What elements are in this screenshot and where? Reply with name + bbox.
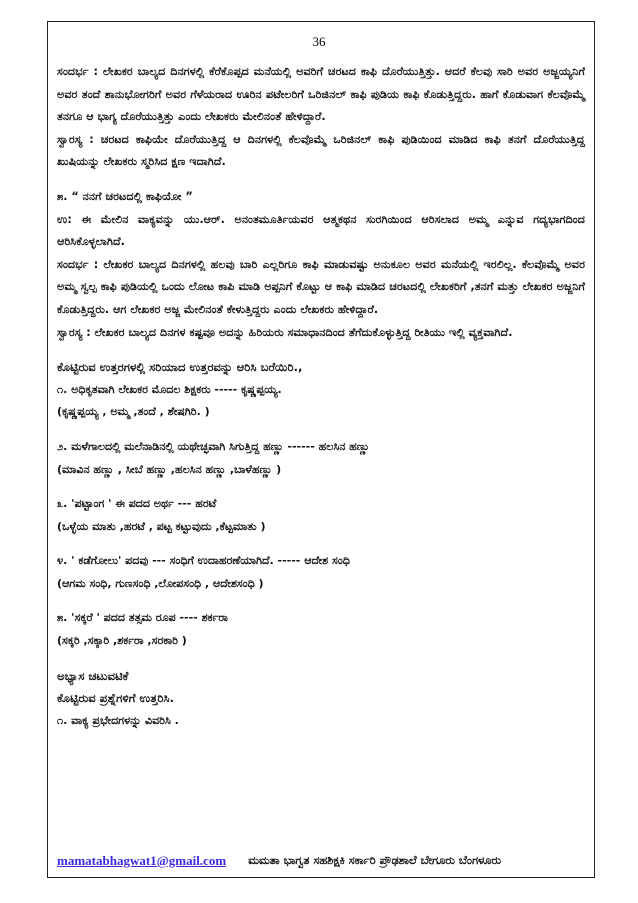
mcq-options: (ಕೃಷ್ಣಪ್ಪಯ್ಯ , ಅಮ್ಮ ,ತಂದೆ , ಶೇಷಗಿರಿ. ) <box>57 405 210 419</box>
mcq-question: ೪. ' ಕಡೆಗೋಲು' ಪದವು --- ಸಂಧಿಗೆ ಉದಾಹರಣೆಯಾಗಿದೆ. ----- ಆದೇಶ ಸಂಧಿ <box>57 554 350 568</box>
mcq-question: ೧. ಅಧಿಕೃತವಾಗಿ ಲೇಖಕರ ಮೊದಲ ಶಿಕ್ಷಕರು ----- ಕೃಷ್ಣಪ್ಪಯ್ಯ. <box>57 382 282 396</box>
page-footer <box>57 850 585 872</box>
exercise-instruction: ಕೊಟ್ಟಿರುವ ಪ್ರಶ್ನೆಗಳಿಗೆ ಉತ್ತರಿಸಿ. <box>57 691 175 706</box>
question-heading-5: ೫. “ ನನಗೆ ಚರಟದಲ್ಲಿ ಕಾಫಿಯೋ ” <box>57 189 193 203</box>
mcq-options: (ಸಕ್ಕರಿ ,ಸಕ್ಕಾರಿ ,ಶರ್ಕರಾ ,ಸರಕಾರಿ ) <box>57 634 187 648</box>
significance-paragraph-4: ಸ್ವಾರಸ್ಯ : ಚರಟದ ಕಾಫಿಯೇ ದೊರೆಯುತ್ತಿದ್ದ ಆ ದಿನಗಳಲ್ಲಿ ಕೆಲವೊಮ್ಮೆ ಒರಿಜಿನಲ್ ಕಾಫಿ ಪುಡಿಯಿಂದ ಮಾಡಿದ ಕಾಫಿ ತನಗೆ ದೊರೆಯುತ್ತಿದ್ದ ಖುಷಿಯನ್ನು ಲೇಖಕರು ಸ್ಮರಿಸಿದ ಕ್ಷಣ ಇದಾಗಿದೆ. <box>57 132 585 169</box>
context-paragraph-5: ಸಂದರ್ಭ : ಲೇಖಕರ ಬಾಲ್ಯದ ದಿನಗಳಲ್ಲಿ ಹಲವು ಬಾರಿ ಎಲ್ಲರಿಗೂ ಕಾಫಿ ಮಾಡುವಷ್ಟು ಅನುಕೂಲ ಅವರ ಮನೆಯಲ್ಲಿ ಇರಲಿಲ್ಲ. ಕೆಲವೊಮ್ಮೆ ಅವರ ಅಮ್ಮ ಸ್ವಲ್ಪ ಕಾಫಿ ಪುಡಿಯಲ್ಲಿ ಒಂದು ಲೋಟ ಕಾಪಿ ಮಾಡಿ ಅಪ್ಪನಿಗೆ ಕೊಟ್ಟು ಆ ಕಾಫಿ ಮಾಡಿದ ಚರಟದಲ್ಲಿ ಲೇಖಕರಿಗೆ ,ತನಗೆ ಮತ್ತು ಲೇಖಕರ ಅಜ್ಜನಿಗೆ ಕೊಡುತ್ತಿದ್ದರು. ಆಗ ಲೇಖಕರ ಅಜ್ಜ ಮೇಲಿನಂತೆ ಕೇಳುತ್ತಿದ್ದರು ಎಂದು ಲೇಖಕರು ಹೇಳಿದ್ದಾರೆ. <box>57 257 585 316</box>
significance-paragraph-5: ಸ್ವಾರಸ್ಯ : ಲೇಖಕರ ಬಾಲ್ಯದ ದಿನಗಳ ಕಷ್ಟವೂ ಅದನ್ನು ಹಿರಿಯರು ಸಮಾಧಾನದಿಂದ ತೆಗೆದುಕೊಳ್ಳುತ್ತಿದ್ದ ರೀತಿಯು ಇಲ್ಲಿ ವ್ಯಕ್ತವಾಗಿದೆ. <box>57 325 513 339</box>
mcq-heading: ಕೊಟ್ಟಿರುವ ಉತ್ತರಗಳಲ್ಲಿ ಸರಿಯಾದ ಉತ್ತರವನ್ನು ಆರಿಸಿ ಬರೆಯಿರಿ., <box>57 360 303 375</box>
footer-author-note: ಮಮತಾ ಭಾಗ್ವತ ಸಹಶಿಕ್ಷಕಿ ಸರ್ಕಾರಿ ಪ್ರೌಢಶಾಲೆ ಬೇಗೂರು ಬೆಂಗಳೂರು <box>248 854 501 867</box>
footer-email-link[interactable]: mamatabhagwat1@gmail.com <box>57 853 227 868</box>
mcq-options: (ಆಗಮ ಸಂಧಿ, ಗುಣಸಂಧಿ ,ಲೋಪಸಂಧಿ , ಆದೇಶಸಂಧಿ ) <box>57 576 264 590</box>
page-number: 36 <box>312 34 326 49</box>
exercise-item: ೧. ವಾಕ್ಯ ಪ್ರಭೇದಗಳನ್ನು ವಿವರಿಸಿ . <box>57 713 179 727</box>
document-body <box>57 61 585 732</box>
mcq-options: (ಒಳ್ಳೆಯ ಮಾತು ,ಹರಟೆ , ಪಟ್ಟ ಕಟ್ಟುವುದು ,ಕೆಟ್ಟಮಾತು ) <box>57 519 266 533</box>
mcq-question: ೩. 'ಪಟ್ಟಾಂಗ ' ಈ ಪದದ ಅರ್ಥ --- ಹರಟೆ <box>57 497 217 511</box>
exercise-heading: ಅಭ್ಯಾಸ ಚಟುವಟಿಕೆ <box>57 668 129 683</box>
answer-source-paragraph: ಉ: ಈ ಮೇಲಿನ ವಾಕ್ಯವನ್ನು ಯು.ಆರ್. ಅನಂತಮೂರ್ತಿಯವರ ಆತ್ಮಕಥನ ಸುರಗಿಯಿಂದ ಆರಿಸಲಾದ ಅಮ್ಮ ಎನ್ನುವ ಗದ್ಯಭಾಗದಿಂದ ಆರಿಸಿಕೊಳ್ಳಲಾಗಿದೆ. <box>57 212 585 249</box>
mcq-question: ೨. ಮಳೆಗಾಲದಲ್ಲಿ ಮಲೆನಾಡಿನಲ್ಲಿ ಯಥೇಚ್ಛವಾಗಿ ಸಿಗುತ್ತಿದ್ದ ಹಣ್ಣು ------ ಹಲಸಿನ ಹಣ್ಣು <box>57 439 370 453</box>
mcq-options: (ಮಾವಿನ ಹಣ್ಣು , ಸೀಬೆ ಹಣ್ಣು ,ಹಲಸಿನ ಹಣ್ಣು ,ಬಾಳೆಹಣ್ಣು ) <box>57 462 282 476</box>
context-paragraph-4: ಸಂದರ್ಭ : ಲೇಖಕರ ಬಾಲ್ಯದ ದಿನಗಳಲ್ಲಿ ಕೆರೆಕೊಪ್ಪದ ಮನೆಯಲ್ಲಿ ಅವರಿಗೆ ಚರಟದ ಕಾಫಿ ದೊರೆಯುತ್ತಿತ್ತು. ಆದರೆ ಕೆಲವು ಸಾರಿ ಅವರ ಅಜ್ಜಯ್ಯನಿಗೆ ಅವರ ತಂದೆ ಶಾನುಭೋಗರಿಗೆ ಅವರ ಗೆಳೆಯರಾದ ಊರಿನ ಪಟೇಲರಿಗೆ ಒರಿಜಿನಲ್ ಕಾಫಿ ಪುಡಿಯ ಕಾಫಿ ಕೊಡುತ್ತಿದ್ದರು. ಹಾಗೆ ಕೊಡುವಾಗ ಕೆಲವೊಮ್ಮೆ ತನಗೂ ಆ ಭಾಗ್ಯ ದೊರೆಯುತ್ತಿತ್ತು ಎಂದು ಲೇಖಕರು ಮೇಲಿನಂತೆ ಹೇಳಿದ್ದಾರೆ. <box>57 65 585 124</box>
mcq-question: ೫. 'ಸಕ್ಕರೆ ' ಪದದ ತತ್ಸಮ ರೂಪ ---- ಶರ್ಕರಾ <box>57 611 228 625</box>
